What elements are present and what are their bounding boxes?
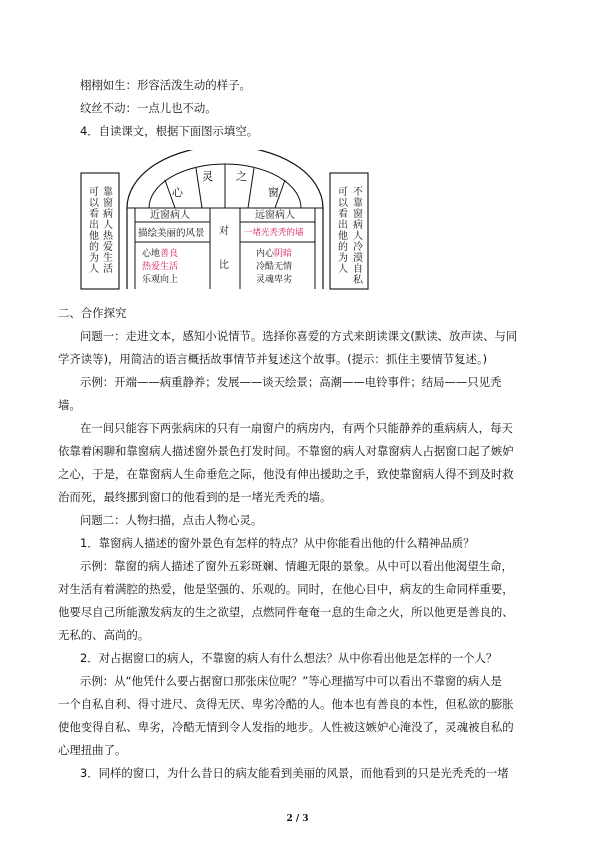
text-line: 依靠着闲聊和靠窗病人描述窗外景色打发时间。不靠窗的病人对靠窗病人占据窗口起了嫉妒 (58, 444, 514, 458)
arch-char: 心 (172, 186, 183, 199)
left-row3-c: 乐观向上 (142, 275, 179, 285)
text-line: 栩栩如生：形容活泼生动的样子。 (80, 78, 251, 92)
right-row3-b: 冷酷无情 (256, 262, 293, 272)
right-row3-c: 灵魂卑劣 (256, 275, 293, 285)
text-line: 他要尽自己所能激发病友的生之欲望，点燃同件奄奄一息的生命之火，所以他更是善良的、 (58, 605, 514, 619)
left-row3-a: 心地善良 (142, 249, 179, 259)
text-line: 使他变得自私、卑劣，冷酷无情到令人发指的地步。人性被这嫉妒心淹没了，灵魂被自私的 (58, 720, 514, 734)
right-row2: 一堵光秃秃的墙 (244, 228, 304, 238)
text-line: 4．自读课文，根据下面图示填空。 (80, 124, 259, 138)
text-line: 心理扭曲了。 (58, 743, 127, 757)
page-number: 2 / 3 (286, 814, 309, 824)
left-side-text: 可以看出他的为人 (86, 186, 98, 274)
text-line: 在一间只能容下两张病床的只有一扇窗户的病房内，有两个只能静养的重病病人，每天 (80, 421, 513, 435)
text-line: 问题一：走进文本，感知小说情节。选择你喜爱的方式来朗读课文(默读、放声读、与同 (80, 329, 518, 343)
text-line: 学齐读等)，用简洁的语言概括故事情节并复述这个故事。(提示：抓住主要情节复述。) (58, 352, 488, 366)
text-line: 之心，于是，在靠窗病人生命垂危之际，他没有伸出援助之手，致使靠窗病人得不到及时救 (58, 467, 514, 481)
right-header: 远窗病人 (255, 210, 295, 221)
left-header: 近窗病人 (150, 210, 190, 221)
left-row2: 描绘美丽的风景 (138, 228, 205, 239)
arch-char: 窗 (268, 186, 279, 199)
text-line: 无私的、高尚的。 (58, 628, 150, 642)
text-line: 对生活有着满腔的热爱，他是坚强的、乐观的。同时，在他心目中，病友的生命同样重要， (58, 582, 514, 596)
right-side-text: 可以看出他的为人 (335, 186, 347, 274)
right-side-text-2: 不靠窗病人冷漠自私 (350, 186, 362, 285)
section-heading: 二、合作探究 (58, 306, 127, 320)
text-line: 示例：靠窗的病人描述了窗外五彩斑斓、情趣无限的景象。从中可以看出他渴望生命， (80, 559, 513, 573)
left-row3-b: 热爱生活 (142, 262, 179, 272)
text-line: 问题二：人物扫描，点击人物心灵。 (80, 513, 263, 527)
arch-char: 之 (236, 170, 247, 183)
text-line: 示例：开端——病重静养；发展——谈天绘景；高潮——电铃事件；结局——只见秃 (80, 375, 502, 389)
arch-char: 灵 (202, 170, 213, 183)
text-line: 1．靠窗病人描述的窗外景色有怎样的特点？从中你能看出他的什么精神品质？ (80, 536, 475, 550)
left-side-text-2: 靠窗病人热爱生活 (100, 186, 112, 274)
center-bi: 比 (219, 260, 229, 271)
center-dui: 对 (219, 226, 229, 237)
text-line: 2．对占据窗口的病人，不靠窗的病人有什么想法？从中你看出他是怎样的一个人？ (80, 651, 498, 665)
right-row3-a: 内心阴暗 (256, 249, 293, 259)
text-line: 一个自私自利、得寸进尺、贪得无厌、卑劣冷酷的人。他本也有善良的本性，但私欲的膨胀 (58, 697, 514, 711)
text-line: 治而死，最终挪到窗口的他看到的是一堵光秃秃的墙。 (58, 490, 332, 504)
heart-window-diagram (0, 150, 595, 300)
text-line: 示例：从“他凭什么要占据窗口那张床位呢？”等心理描写中可以看出不靠窗的病人是 (80, 674, 502, 688)
text-line: 纹丝不动：一点儿也不动。 (80, 101, 217, 115)
text-line: 3．同样的窗口，为什么昔日的病友能看到美丽的风景，而他看到的只是光秃秃的一堵 (80, 766, 509, 780)
text-line: 墙。 (58, 398, 81, 412)
